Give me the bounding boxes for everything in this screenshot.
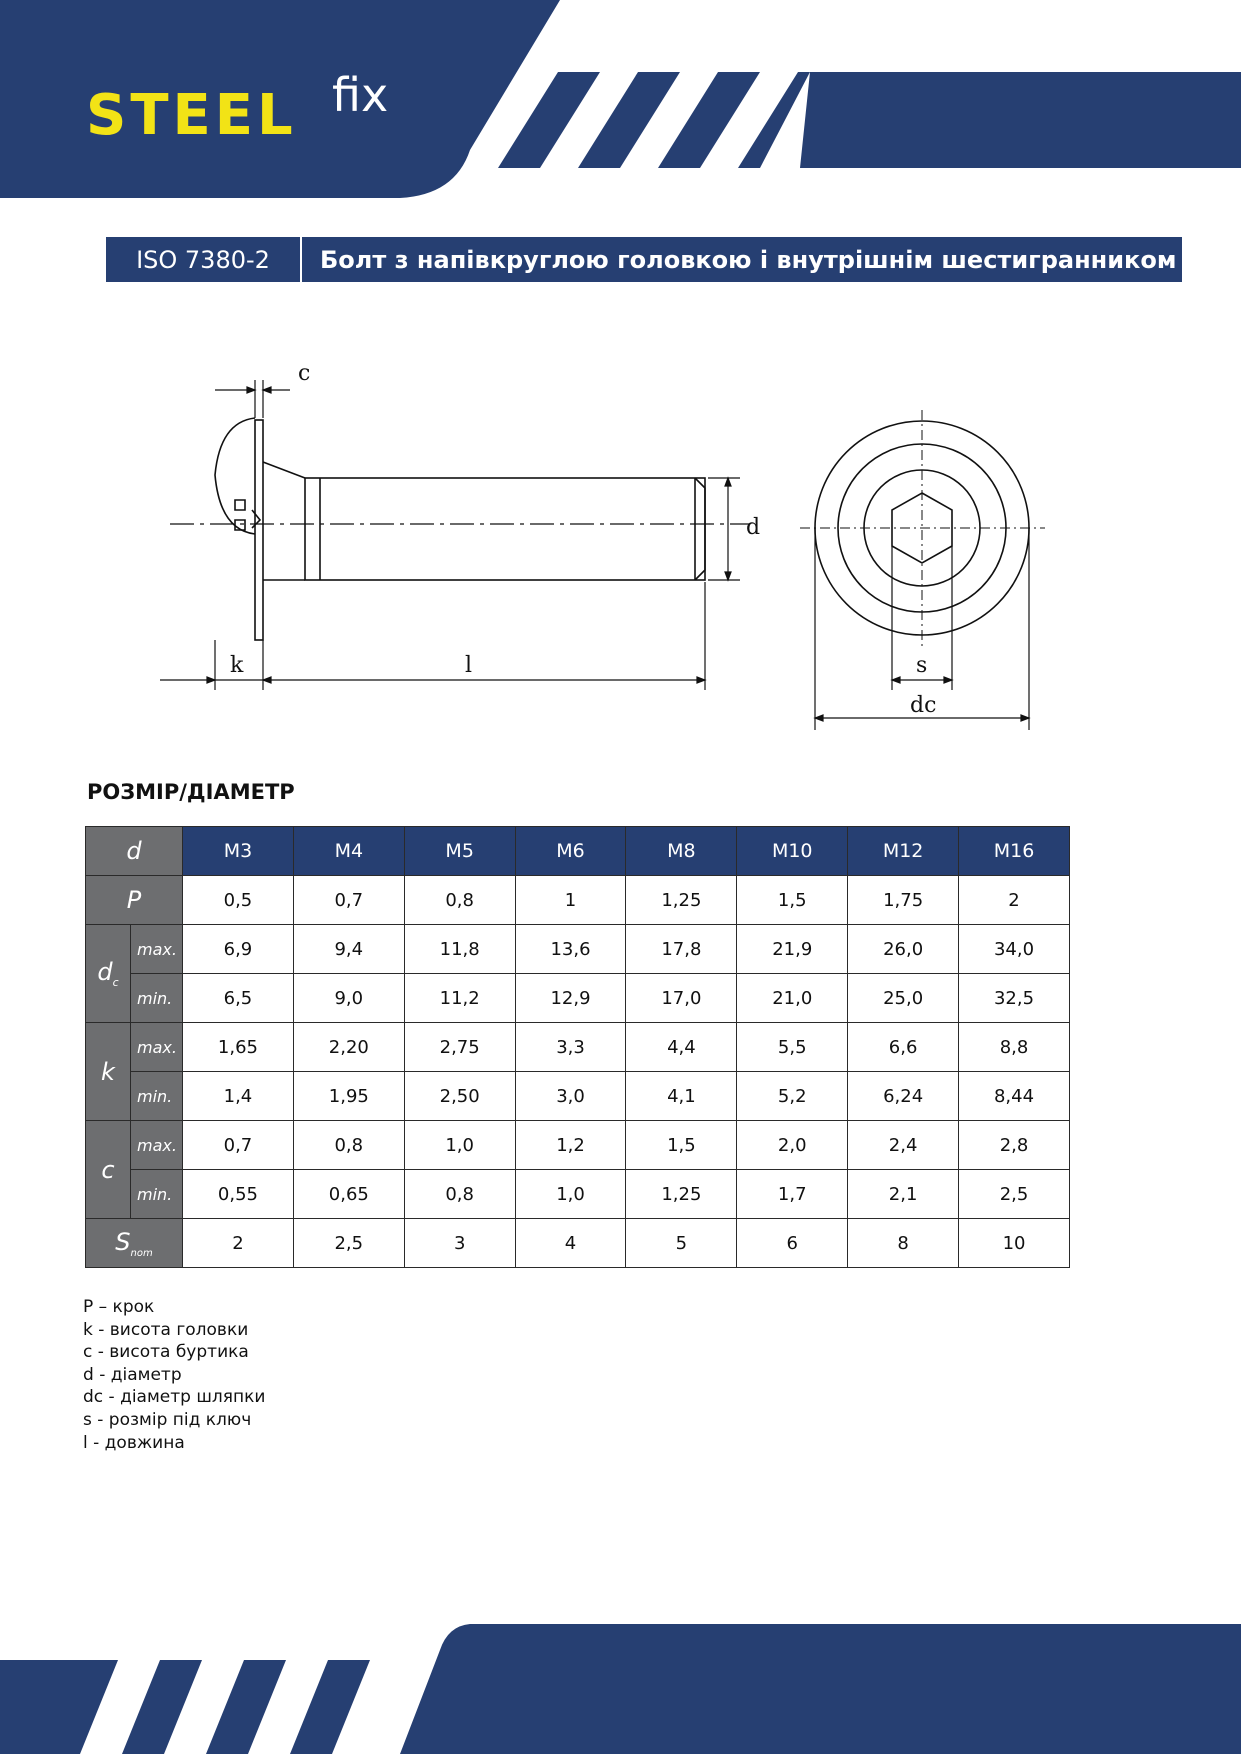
min-label: min. <box>131 1072 183 1121</box>
size-row <box>86 827 1070 876</box>
bolt-flange <box>255 420 263 640</box>
dc-min-cell: 17,0 <box>626 974 737 1023</box>
k-min-cell: 2,50 <box>404 1072 515 1121</box>
dim-label-s: s <box>916 653 928 678</box>
dc-min-row <box>86 974 1070 1023</box>
c-min-cell: 1,7 <box>737 1170 848 1219</box>
bolt-head <box>215 418 255 534</box>
c-min-cell: 1,0 <box>515 1170 626 1219</box>
size-cell: M4 <box>293 827 404 876</box>
k-max-cell: 3,3 <box>515 1023 626 1072</box>
size-cell: M3 <box>183 827 294 876</box>
c-max-cell: 1,0 <box>404 1121 515 1170</box>
k-label: k <box>86 1023 131 1121</box>
pitch-cell: 0,7 <box>293 876 404 925</box>
size-cell: M8 <box>626 827 737 876</box>
dim-label-c: c <box>298 361 311 386</box>
pitch-row <box>86 876 1070 925</box>
s-cell: 2,5 <box>293 1219 404 1268</box>
k-max-row <box>86 1023 1070 1072</box>
max-label: max. <box>131 1023 183 1072</box>
dc-max-cell: 13,6 <box>515 925 626 974</box>
brand-logo-steel: STEEL <box>86 83 297 148</box>
c-label: c <box>86 1121 131 1219</box>
max-label: max. <box>131 925 183 974</box>
c-max-cell: 1,5 <box>626 1121 737 1170</box>
legend-item: c - висота буртика <box>83 1342 249 1363</box>
k-min-cell: 8,44 <box>959 1072 1070 1121</box>
c-max-cell: 0,7 <box>183 1121 294 1170</box>
min-label: min. <box>131 974 183 1023</box>
dc-min-cell: 11,2 <box>404 974 515 1023</box>
dc-min-cell: 9,0 <box>293 974 404 1023</box>
s-cell: 8 <box>848 1219 959 1268</box>
dc-max-cell: 26,0 <box>848 925 959 974</box>
k-max-cell: 8,8 <box>959 1023 1070 1072</box>
s-cell: 2 <box>183 1219 294 1268</box>
k-max-cell: 1,65 <box>183 1023 294 1072</box>
s-cell: 5 <box>626 1219 737 1268</box>
dimension-table <box>85 826 1070 1268</box>
c-min-cell: 1,25 <box>626 1170 737 1219</box>
dc-label: $d_c$ <box>86 925 131 1023</box>
dim-label-l: l <box>465 653 473 678</box>
dc-max-cell: 9,4 <box>293 925 404 974</box>
dc-max-cell: 17,8 <box>626 925 737 974</box>
pitch-cell: 2 <box>959 876 1070 925</box>
size-cell: M12 <box>848 827 959 876</box>
c-max-cell: 2,0 <box>737 1121 848 1170</box>
pitch-cell: 1 <box>515 876 626 925</box>
k-min-cell: 6,24 <box>848 1072 959 1121</box>
size-cell: M6 <box>515 827 626 876</box>
k-min-cell: 4,1 <box>626 1072 737 1121</box>
c-min-cell: 2,1 <box>848 1170 959 1219</box>
p-label: P <box>86 876 183 925</box>
k-min-cell: 5,2 <box>737 1072 848 1121</box>
k-max-cell: 6,6 <box>848 1023 959 1072</box>
footer-band <box>0 1620 1241 1754</box>
size-cell: M5 <box>404 827 515 876</box>
legend-item: k - висота головки <box>83 1319 249 1340</box>
s-cell: 4 <box>515 1219 626 1268</box>
k-max-cell: 2,20 <box>293 1023 404 1072</box>
min-label: min. <box>131 1170 183 1219</box>
c-min-cell: 2,5 <box>959 1170 1070 1219</box>
dim-label-d: d <box>746 515 761 540</box>
c-min-cell: 0,65 <box>293 1170 404 1219</box>
pitch-cell: 1,25 <box>626 876 737 925</box>
dc-min-cell: 12,9 <box>515 974 626 1023</box>
pitch-cell: 1,5 <box>737 876 848 925</box>
pitch-cell: 0,8 <box>404 876 515 925</box>
c-min-cell: 0,55 <box>183 1170 294 1219</box>
bolt-shank <box>305 478 705 580</box>
brand-logo-fix: fix <box>332 68 389 122</box>
bolt-technical-drawing <box>160 350 1060 740</box>
c-min-cell: 0,8 <box>404 1170 515 1219</box>
s-cell: 10 <box>959 1219 1070 1268</box>
pitch-cell: 1,75 <box>848 876 959 925</box>
s-label: $S_{nom}$ <box>86 1219 183 1268</box>
product-title: Болт з напівкруглою головкою і внутрішнім шестигранником <box>320 245 1177 274</box>
c-max-cell: 2,8 <box>959 1121 1070 1170</box>
s-row <box>86 1219 1070 1268</box>
k-min-row <box>86 1072 1070 1121</box>
dc-min-cell: 25,0 <box>848 974 959 1023</box>
size-cell: M16 <box>959 827 1070 876</box>
s-cell: 6 <box>737 1219 848 1268</box>
dc-max-row <box>86 925 1070 974</box>
s-cell: 3 <box>404 1219 515 1268</box>
legend-item: l - довжина <box>83 1432 185 1453</box>
c-max-cell: 0,8 <box>293 1121 404 1170</box>
k-max-cell: 2,75 <box>404 1023 515 1072</box>
k-max-cell: 5,5 <box>737 1023 848 1072</box>
c-max-cell: 2,4 <box>848 1121 959 1170</box>
dc-max-cell: 34,0 <box>959 925 1070 974</box>
standard-code: ISO 7380-2 <box>106 237 302 282</box>
max-label: max. <box>131 1121 183 1170</box>
title-bar <box>106 237 1182 282</box>
c-max-cell: 1,2 <box>515 1121 626 1170</box>
d-label: d <box>86 827 183 876</box>
pitch-cell: 0,5 <box>183 876 294 925</box>
c-max-row <box>86 1121 1070 1170</box>
dc-min-cell: 6,5 <box>183 974 294 1023</box>
dc-min-cell: 21,0 <box>737 974 848 1023</box>
legend-item: d - діаметр <box>83 1364 182 1385</box>
dim-label-dc: dc <box>910 693 937 718</box>
c-min-row <box>86 1170 1070 1219</box>
k-max-cell: 4,4 <box>626 1023 737 1072</box>
legend-item: dc - діаметр шляпки <box>83 1387 266 1408</box>
legend-item: P – крок <box>83 1297 155 1317</box>
dc-max-cell: 21,9 <box>737 925 848 974</box>
k-min-cell: 3,0 <box>515 1072 626 1121</box>
dim-label-k: k <box>230 653 244 678</box>
dc-min-cell: 32,5 <box>959 974 1070 1023</box>
dc-max-cell: 11,8 <box>404 925 515 974</box>
legend <box>83 1296 265 1454</box>
k-min-cell: 1,4 <box>183 1072 294 1121</box>
size-cell: M10 <box>737 827 848 876</box>
dc-max-cell: 6,9 <box>183 925 294 974</box>
section-heading: РОЗМІР/ДІАМЕТР <box>87 780 295 804</box>
legend-item: s - розмір під ключ <box>83 1409 252 1430</box>
k-min-cell: 1,95 <box>293 1072 404 1121</box>
